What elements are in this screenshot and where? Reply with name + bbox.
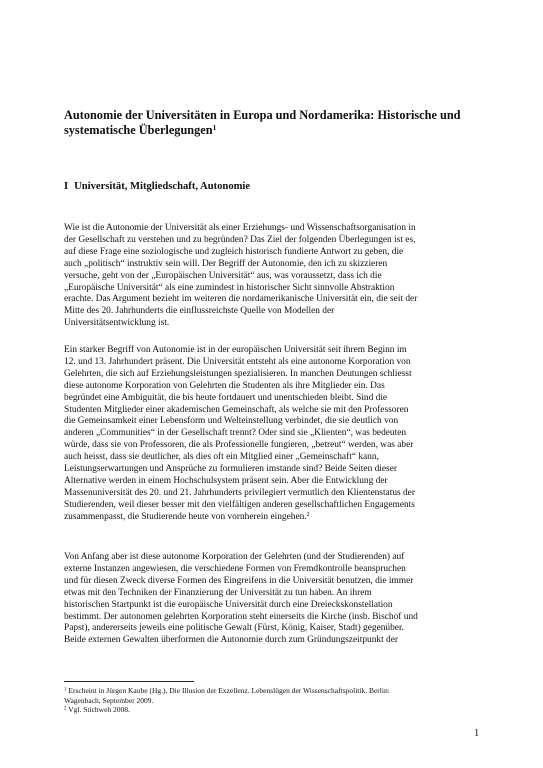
body-paragraph bbox=[64, 345, 482, 524]
paragraph-line: Papst), andererseits jeweils eine politische Gewalt (Fürst, König, Kaiser, Stadt) gegenüber. bbox=[64, 623, 404, 634]
paragraph-line: etwas mit den Techniken der Finanzierung der Universität zu tun haben. An ihrem bbox=[64, 587, 372, 598]
paragraph-line: begründet eine Ambiguität, die bis heute fortdauert und unentschieden bleibt. Sind die bbox=[64, 392, 388, 403]
paragraph-line: Studierenden, weil dieser besser mit den vielfältigen anderen gesellschaftlichen Engagements bbox=[64, 499, 415, 510]
paragraph-line: würde, dass sie von Professoren, die als Professionelle fungieren, „betreut“ werden, was aber bbox=[64, 440, 414, 451]
paragraph-line: versuche, geht von der „Europäischen Universität“ aus, was voraussetzt, dass ich die bbox=[64, 270, 382, 281]
paragraph-line: Universitätsentwicklung ist. bbox=[64, 318, 170, 329]
article-title bbox=[64, 108, 484, 138]
paragraph-line: anderen „Communities“ in der Gesellschaft trennt? Oder sind sie „Klienten“, was bedeuten bbox=[64, 428, 407, 439]
page-number: 1 bbox=[474, 728, 480, 739]
paragraph-line: Alternative werden in einem Hochschulsystem präsent sein. Aber die Entwicklung der bbox=[64, 475, 388, 486]
title-line: systematische Überlegungen bbox=[64, 123, 213, 137]
paragraph-line: erachte. Das Argument bezieht im weiteren die nordamerikanische Universität ein, die seit der bbox=[64, 294, 418, 305]
body-paragraph bbox=[64, 223, 482, 330]
footnote bbox=[64, 686, 484, 696]
footnote-number: 1 bbox=[64, 687, 67, 693]
footnote-text: Erscheint in Jürgen Kaube (Hg.), Die Illusion der Exzellenz. Lebenslügen der Wissenschaftspolitik. Berlin: bbox=[68, 686, 390, 695]
paragraph-line: externe Instanzen angewiesen, die verschiedene Formen von Fremdkontrolle beanspruchen bbox=[64, 563, 406, 574]
paragraph-line: Leistungserwartungen und Ansprüche zu formulieren imstande sind? Beide Seiten dieser bbox=[64, 464, 397, 475]
paragraph-line: Von Anfang aber ist diese autonome Korporation der Gelehrten (und der Studierenden) auf bbox=[64, 552, 405, 562]
paragraph-line: 12. und 13. Jahrhundert präsent. Die Universität entsteht als eine autonome Korporation von bbox=[64, 356, 411, 367]
paragraph-line: und für diesen Zweck diverse Formen des Eingreifens in die Universität benutzen, die immer bbox=[64, 575, 414, 586]
paragraph-line: Ein starker Begriff von Autonomie ist in der europäischen Universität seit ihrem Beginn im bbox=[64, 345, 407, 355]
paragraph-line: historischen Startpunkt ist die europäische Universität durch eine Dreieckskonstellation bbox=[64, 599, 393, 610]
paragraph-line: Massenuniversität des 20. und 21. Jahrhunderts privilegiert vermutlich den Klientenstatus der bbox=[64, 487, 415, 498]
paragraph-line: Mitte des 20. Jahrhunderts die einflussreichste Quelle von Modellen der bbox=[64, 306, 335, 317]
section-title: Universität, Mitgliedschaft, Autonomie bbox=[74, 181, 251, 192]
paragraph-line: auch heisst, dass sie deutlicher, als dies oft ein Mitglied einer „Gemeinschaft“ kann, bbox=[64, 452, 379, 463]
paragraph-line: diese autonome Korporation von Gelehrten die Studenten als ihre Mitglieder ein. Das bbox=[64, 380, 385, 391]
paragraph-line: Studenten Mitglieder einer akademischen Gemeinschaft, als welche sie mit den Professoren bbox=[64, 404, 409, 415]
paragraph-line: „Europäische Universität“ als eine zumindest in historischer Sicht sinnvolle Abstraktion bbox=[64, 282, 395, 293]
footnote-number: 2 bbox=[64, 706, 67, 712]
section-heading bbox=[64, 180, 250, 193]
footnote bbox=[64, 705, 484, 715]
title-line: Autonomie der Universitäten in Europa und Nordamerika: Historische und bbox=[64, 108, 461, 122]
paragraph-line: der Gesellschaft zu verstehen und zu begründen? Das Ziel der folgenden Überlegungen ist es, bbox=[64, 234, 416, 245]
footnote-continuation: Wagenbach, September 2009. bbox=[64, 695, 154, 705]
footnote-text: Vgl. Stichweh 2008. bbox=[68, 705, 130, 715]
paragraph-line bbox=[64, 512, 482, 524]
paragraph-line: Gelehrten, die sich auf Erziehungsleistungen spezialisieren. In manchen Deutungen schliesst bbox=[64, 368, 412, 379]
paragraph-line: auch „politisch“ instruktiv sein will. Der Begriff der Autonomie, den ich zu skizzieren bbox=[64, 258, 388, 269]
body-paragraph bbox=[64, 552, 482, 647]
paragraph-line: Wie ist die Autonomie der Universität als einer Erziehungs- und Wissenschaftsorganisation in bbox=[64, 223, 416, 233]
footnote-ref[interactable]: 2 bbox=[306, 511, 310, 518]
section-number: I bbox=[64, 181, 69, 192]
title-footnote-ref[interactable]: 1 bbox=[212, 123, 217, 132]
footnotes bbox=[64, 686, 484, 715]
paragraph-line: auf diese Frage eine soziologische und zugleich historisch fundierte Antwort zu geben, die bbox=[64, 246, 404, 257]
footnote-divider bbox=[64, 681, 194, 682]
paragraph-line-text: zusammenpasst, die Studierende heute von vornherein eingehen. bbox=[64, 511, 307, 522]
paragraph-line: bestimmt. Der autonomen gelehrten Korporation steht einerseits die Kirche (insb. Bischof und bbox=[64, 611, 418, 622]
paragraph-line: Beide externen Gewalten überformen die Autonomie durch zum Gründungszeitpunkt der bbox=[64, 635, 399, 646]
paragraph-line: die Gemeinsamkeit einer Lebensform und Welteinstellung verbindet, die sie deutlich von bbox=[64, 416, 399, 427]
